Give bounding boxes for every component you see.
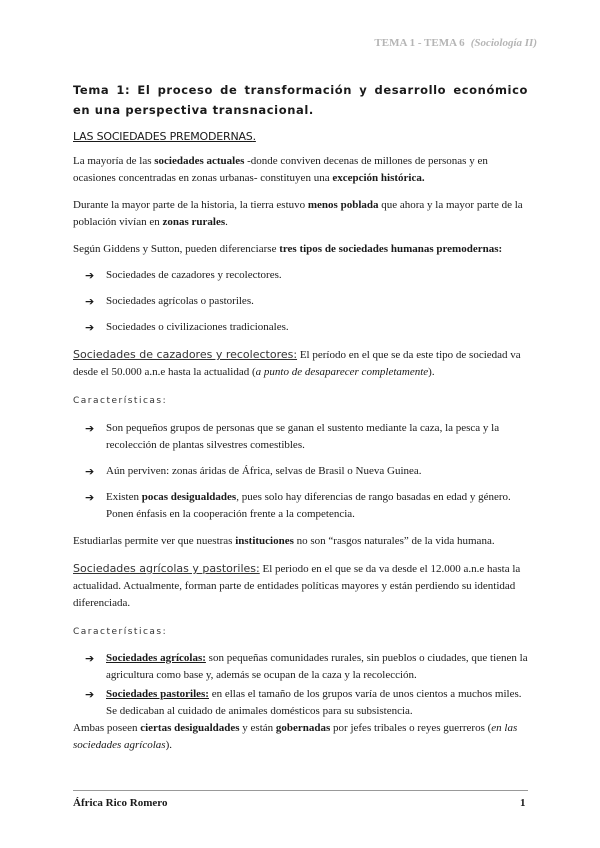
characteristics-label: Características: — [73, 627, 168, 637]
list-item: ➔ Sociedades agrícolas o pastoriles. — [85, 295, 254, 308]
paragraph-inequalities: Ambas poseen ciertas desigualdades y están gobernadas por jefes tribales o reyes guerreros (en las sociedades agrícolas). — [73, 722, 518, 751]
paragraph-types-intro: Según Giddens y Sutton, pueden diferenciarse tres tipos de sociedades humanas premodernas: — [73, 243, 503, 255]
arrow-icon: ➔ — [85, 465, 95, 478]
arrow-icon: ➔ — [85, 422, 95, 435]
arrow-icon: ➔ — [85, 321, 95, 334]
section-heading-period: . — [252, 130, 256, 143]
list-item: ➔ Sociedades pastoriles: en ellas el tamaño de los grupos varía de unos cientos a muchos miles. Se dedicaban al cuidado de animales domésticos para su subsistencia. — [85, 688, 522, 717]
header-title: TEMA 1 - TEMA 6 — [374, 37, 465, 49]
paragraph-institutions: Estudiarlas permite ver que nuestras instituciones no son “rasgos naturales” de la vida humana. — [73, 535, 495, 547]
arrow-icon: ➔ — [85, 269, 95, 282]
agricultural-heading: Sociedades agrícolas y pastoriles: — [73, 562, 260, 575]
section-heading-text: LAS SOCIEDADES PREMODERNAS — [73, 130, 253, 143]
paragraph-agricultural: Sociedades agrícolas y pastoriles: El periodo en el que se da va desde el 12.000 a.n.e hasta la actualidad. Actualmente, forman parte de entidades políticas mayores y están perdiendo su identidad diferenciada. — [73, 562, 521, 609]
topic-title: Tema 1: El proceso de transformación y desarrollo económico en una perspectiva transnacional. — [73, 83, 528, 117]
document-body — [73, 80, 528, 754]
agricultural-characteristics — [73, 650, 528, 720]
paragraph-history: Durante la mayor parte de la historia, la tierra estuvo menos poblada que ahora y la mayor parte de la población vivían en zonas rurales. — [73, 199, 523, 228]
page-number: 1 — [520, 797, 526, 809]
list-item: ➔ Sociedades de cazadores y recolectores. — [85, 269, 282, 282]
types-list — [73, 267, 528, 336]
list-item: ➔ Existen pocas desigualdades, pues solo hay diferencias de rango basadas en edad y género. Ponen énfasis en la cooperación frente a la competencia. — [85, 491, 511, 520]
arrow-icon: ➔ — [85, 295, 95, 308]
page-header — [0, 37, 537, 49]
list-item: ➔ Aún perviven: zonas áridas de África, selvas de Brasil o Nueva Guinea. — [85, 465, 422, 478]
footer-author: África Rico Romero — [73, 797, 168, 809]
section-heading — [73, 130, 528, 143]
arrow-icon: ➔ — [85, 491, 95, 504]
list-item: ➔ Sociedades o civilizaciones tradicionales. — [85, 321, 289, 334]
paragraph-intro: La mayoría de las sociedades actuales -donde conviven decenas de millones de personas y en ocasiones concentradas en zonas urbanas- constituyen una excepción histórica. — [73, 155, 488, 184]
characteristics-label: Características: — [73, 396, 168, 406]
arrow-icon: ➔ — [85, 652, 95, 665]
paragraph-hunters: Sociedades de cazadores y recolectores: El período en el que se da este tipo de sociedad va desde el 50.000 a.n.e hasta la actualidad (a punto de desaparecer completamente). — [73, 348, 521, 378]
footer-divider — [73, 790, 528, 791]
hunters-heading: Sociedades de cazadores y recolectores: — [73, 348, 298, 361]
list-item: ➔ Son pequeños grupos de personas que se ganan el sustento mediante la caza, la pesca y la recolección de plantas silvestres comestibles. — [85, 422, 500, 451]
arrow-icon: ➔ — [85, 688, 95, 701]
header-subject: (Sociología II) — [470, 37, 537, 49]
list-item: ➔ Sociedades agrícolas: son pequeñas comunidades rurales, sin pueblos o ciudades, que tienen la agricultura como base y, además se ocupan de la caza y la recolección. — [85, 652, 528, 681]
hunters-characteristics — [73, 420, 528, 523]
